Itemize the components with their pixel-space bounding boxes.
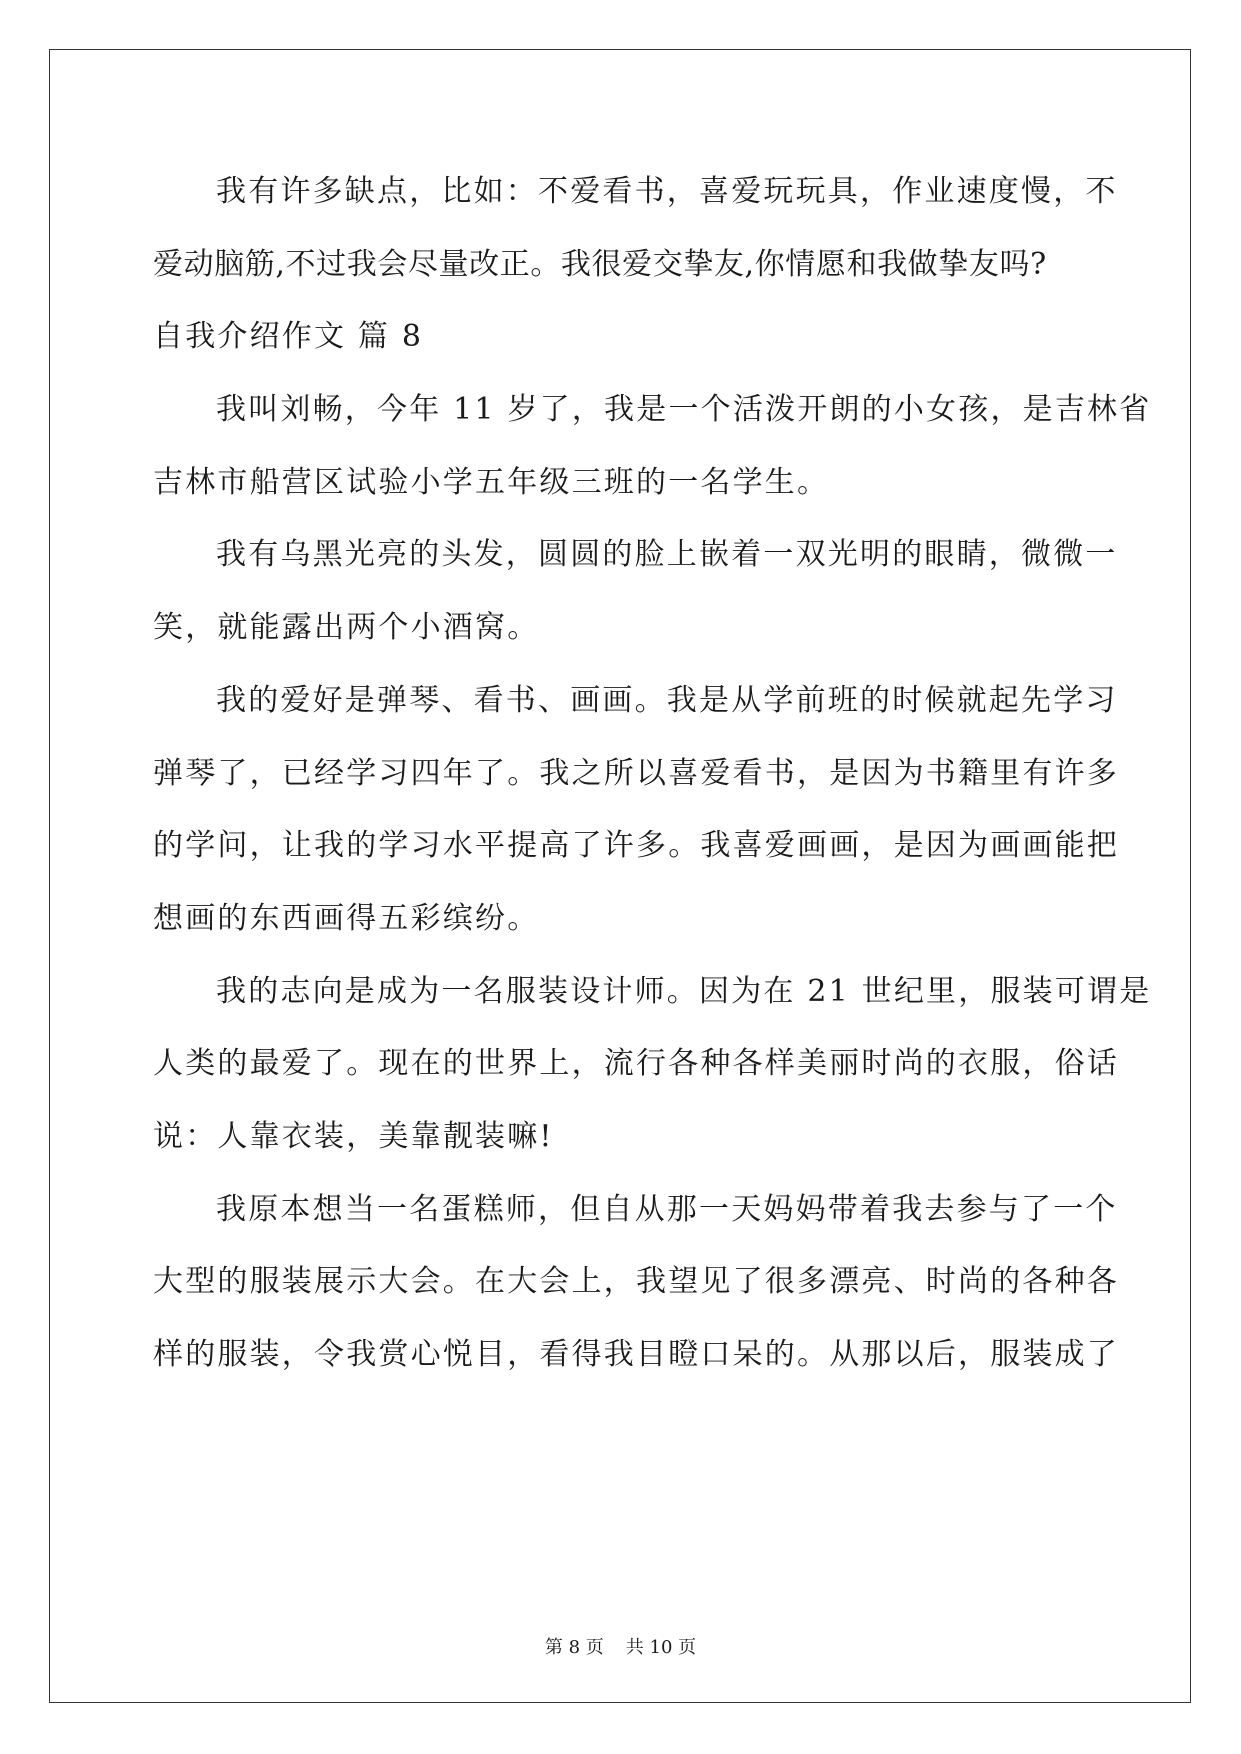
text-line: 样的服装，令我赏心悦目，看得我目瞪口呆的。从那以后，服装成了 bbox=[153, 1337, 1119, 1372]
text-line: 我叫刘畅，今年 11 岁了，我是一个活泼开朗的小女孩，是吉林省 bbox=[216, 392, 1152, 428]
text-line: 想画的东西画得五彩缤纷。 bbox=[153, 900, 540, 936]
text-line: 弹琴了，已经学习四年了。我之所以喜爱看书，是因为书籍里有许多 bbox=[153, 755, 1119, 791]
text-line: 我有乌黑光亮的头发，圆圆的脸上嵌着一双光明的眼睛，微微一 bbox=[216, 537, 1118, 573]
text-line: 笑，就能露出两个小酒窝。 bbox=[153, 610, 540, 646]
text-line: 人类的最爱了。现在的世界上，流行各种各样美丽时尚的衣服，俗话 bbox=[153, 1046, 1119, 1082]
text-line: 我的志向是成为一名服装设计师。因为在 21 世纪里，服装可谓是 bbox=[216, 973, 1152, 1009]
page-footer bbox=[0, 1636, 1241, 1660]
text-line: 吉林市船营区试验小学五年级三班的一名学生。 bbox=[153, 464, 830, 500]
text-line: 我原本想当一名蛋糕师，但自从那一天妈妈带着我去参与了一个 bbox=[216, 1191, 1118, 1227]
text-line: 说：人靠衣装，美靠靓装嘛! bbox=[153, 1118, 554, 1154]
document-body bbox=[153, 165, 1152, 1401]
text-line: 的学问，让我的学习水平提高了许多。我喜爱画画，是因为画画能把 bbox=[153, 828, 1119, 864]
text-line: 我的爱好是弹琴、看书、画画。我是从学前班的时候就起先学习 bbox=[216, 682, 1118, 718]
text-line: 大型的服装展示大会。在大会上，我望见了很多漂亮、时尚的各种各 bbox=[153, 1264, 1119, 1300]
page-total: 共 10 页 bbox=[625, 1637, 697, 1658]
text-line: 爱动脑筋,不过我会尽量改正。我很爱交挚友,你情愿和我做挚友吗? bbox=[153, 246, 1047, 282]
page-number: 第 8 页 bbox=[544, 1637, 604, 1658]
section-heading: 自我介绍作文 篇 8 bbox=[153, 319, 424, 355]
text-line: 我有许多缺点，比如：不爱看书，喜爱玩玩具，作业速度慢，不 bbox=[216, 174, 1118, 209]
